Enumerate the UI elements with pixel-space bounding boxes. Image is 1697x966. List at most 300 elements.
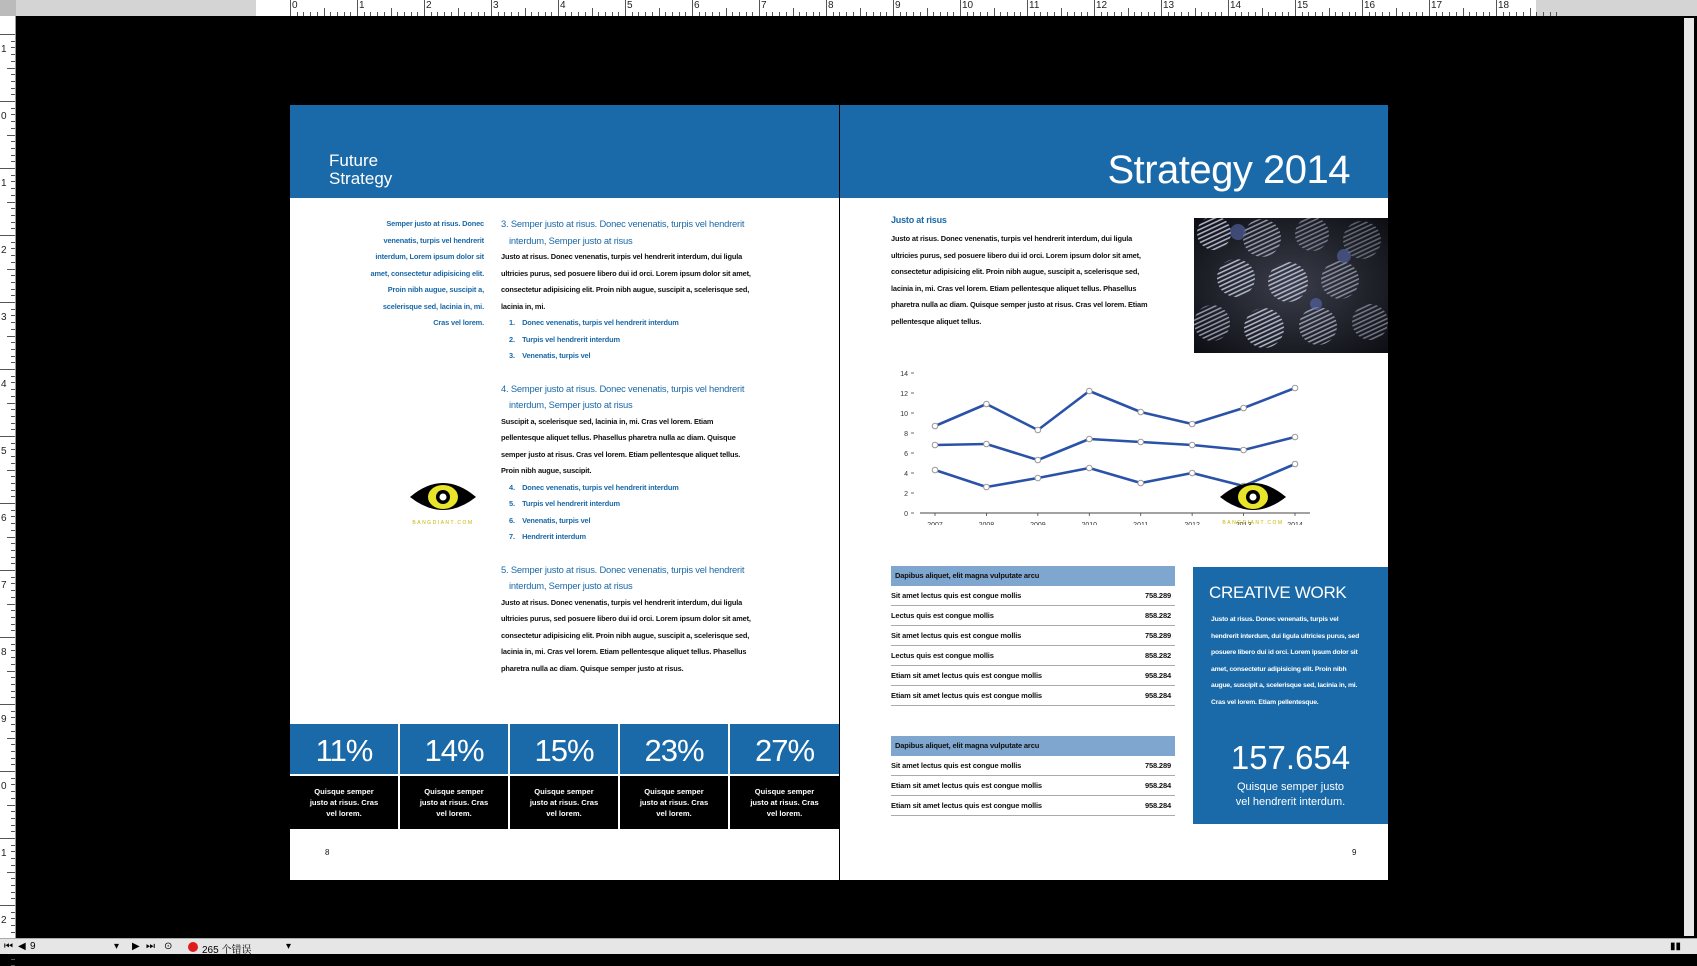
ruler-minor-tick — [7, 738, 15, 739]
vertical-scrollbar[interactable] — [1681, 16, 1697, 938]
stat-value: 23% — [620, 724, 728, 774]
ruler-minor-tick — [1349, 12, 1350, 16]
table-row — [891, 646, 1175, 666]
left-header-band — [290, 105, 839, 198]
ruler-minor-tick — [853, 12, 854, 16]
ruler-minor-tick — [927, 8, 928, 16]
ruler-minor-tick — [11, 557, 15, 558]
ruler-minor-tick — [350, 12, 351, 16]
ruler-major-tick — [625, 0, 626, 16]
ruler-minor-tick — [437, 12, 438, 16]
row-value: 958.284 — [1144, 691, 1171, 700]
ruler-minor-tick — [1208, 12, 1209, 16]
intro-body: Justo at risus. Donec venenatis, turpis vel hendrerit interdum, dui ligula ultricies purus, sed posuere libero dui id orci. Lorem ipsum dolor sit amet, consectetur adipisicing elit. Proin nibh augue, suscipit a, scelerisque sed, lacinia in, mi. Cras vel lorem. Etiam pellentesque aliquet tellus. Phasellus pharetra nulla ac diam. Quisque semper justo at risus. Cras vel lorem. Etiam pellentesque aliquet tellus. — [891, 234, 1148, 326]
ruler-minor-tick — [11, 423, 15, 424]
ruler-minor-tick — [11, 342, 15, 343]
ruler-minor-tick — [732, 12, 733, 16]
data-point — [1241, 447, 1247, 453]
row-label: Sit amet lectus quis est congue mollis — [891, 631, 1022, 640]
ruler-minor-tick — [11, 315, 15, 316]
list-item: 5. Turpis vel hendrerit interdum — [509, 499, 620, 508]
ruler-minor-tick — [793, 8, 794, 16]
row-label: Etiam sit amet lectus quis est congue mollis — [891, 671, 1042, 680]
list-item: 2. Turpis vel hendrerit interdum — [509, 334, 620, 344]
ruler-minor-tick — [1067, 12, 1068, 16]
creative-caption-2: vel hendrerit interdum. — [1235, 796, 1346, 808]
ruler-minor-tick — [799, 12, 800, 16]
ruler-major-tick — [826, 0, 827, 16]
stat-value: 14% — [400, 724, 508, 774]
chart-eye-logo — [1218, 475, 1288, 535]
ruler-minor-tick — [933, 12, 934, 16]
ruler-minor-tick — [11, 195, 15, 196]
ruler-minor-tick — [672, 12, 673, 16]
ruler-minor-tick — [833, 12, 834, 16]
table-row — [891, 626, 1175, 646]
ruler-minor-tick — [1268, 12, 1269, 16]
ruler-minor-tick — [7, 135, 15, 136]
ruler-label: 0 — [1, 111, 7, 122]
stats-band — [290, 724, 839, 829]
ruler-minor-tick — [1275, 12, 1276, 16]
ruler-minor-tick — [7, 403, 15, 404]
ruler-minor-tick — [1523, 12, 1524, 16]
ruler-minor-tick — [11, 630, 15, 631]
ruler-minor-tick — [11, 208, 15, 209]
ruler-minor-tick — [11, 523, 15, 524]
ruler-minor-tick — [11, 550, 15, 551]
ruler-minor-tick — [1409, 12, 1410, 16]
ruler-minor-tick — [819, 12, 820, 16]
data-point — [1035, 457, 1041, 463]
stat-tile — [510, 724, 618, 829]
ruler-minor-tick — [1355, 12, 1356, 16]
right-header-band — [840, 105, 1388, 198]
y-tick-label: 4 — [904, 471, 908, 478]
ruler-label: 13 — [1163, 0, 1175, 11]
ruler-label: 0 — [292, 0, 298, 11]
ruler-minor-tick — [1154, 12, 1155, 16]
ruler-minor-tick — [11, 74, 15, 75]
ruler-minor-tick — [1101, 12, 1102, 16]
left-header-title — [329, 152, 392, 188]
section-5 — [501, 562, 751, 678]
ruler-major-tick — [960, 0, 961, 16]
ruler-label: 6 — [1, 513, 7, 524]
ruler-minor-tick — [1369, 12, 1370, 16]
ruler-minor-tick — [11, 758, 15, 759]
ruler-major-tick — [491, 0, 492, 16]
stat-label: Quisque semper justo at risus. Cras vel lorem. — [290, 776, 398, 829]
row-label: Etiam sit amet lectus quis est congue mollis — [891, 691, 1042, 700]
status-bar — [0, 938, 1697, 954]
ruler-minor-tick — [11, 463, 15, 464]
page-number-field[interactable]: 9 — [30, 941, 36, 952]
ruler-minor-tick — [11, 496, 15, 497]
ruler-minor-tick — [1282, 12, 1283, 16]
ruler-minor-tick — [370, 12, 371, 16]
ruler-minor-tick — [1536, 12, 1537, 16]
ruler-minor-tick — [11, 429, 15, 430]
section-heading: 4. Semper justo at risus. Donec venenatis, turpis vel hendrerit interdum, Semper justo at risus — [501, 382, 745, 410]
ruler-minor-tick — [11, 516, 15, 517]
ruler-minor-tick — [317, 12, 318, 16]
row-value: 958.284 — [1144, 781, 1171, 790]
ruler-minor-tick — [1148, 12, 1149, 16]
ruler-minor-tick — [504, 12, 505, 16]
ruler-minor-tick — [11, 912, 15, 913]
ruler-minor-tick — [1509, 12, 1510, 16]
ruler-minor-tick — [565, 12, 566, 16]
ruler-minor-tick — [1556, 12, 1557, 16]
stat-tile — [730, 724, 839, 829]
ruler-minor-tick — [545, 12, 546, 16]
x-tick-label — [1287, 522, 1303, 525]
ruler-minor-tick — [11, 282, 15, 283]
ruler-minor-tick — [11, 697, 15, 698]
ruler-minor-tick — [953, 12, 954, 16]
data-point — [1138, 439, 1144, 445]
left-text-column — [501, 216, 751, 677]
ruler-minor-tick — [0, 436, 15, 437]
ruler-minor-tick — [1255, 12, 1256, 16]
ruler-minor-tick — [967, 12, 968, 16]
list-item: 7. Hendrerit interdum — [509, 532, 586, 541]
ruler-minor-tick — [1114, 12, 1115, 16]
section-heading: 3. Semper justo at risus. Donec venenatis, turpis vel hendrerit interdum, Semper justo at risus — [501, 218, 745, 246]
ruler-minor-tick — [618, 12, 619, 16]
data-table-1 — [891, 566, 1175, 706]
creative-title: CREATIVE WORK — [1209, 583, 1347, 602]
ruler-minor-tick — [7, 269, 15, 270]
logo-caption: BANGDIANT.COM — [1222, 520, 1284, 526]
creative-work-box — [1193, 567, 1388, 824]
ruler-minor-tick — [632, 12, 633, 16]
table-header: Dapibus aliquet, elit magna vulputate arcu — [891, 566, 1175, 586]
ruler-minor-tick — [11, 255, 15, 256]
ruler-minor-tick — [11, 724, 15, 725]
data-point — [984, 401, 990, 407]
ruler-minor-tick — [11, 242, 15, 243]
ruler-minor-tick — [947, 12, 948, 16]
error-count[interactable]: 265 个错误 — [202, 945, 252, 956]
ruler-corner[interactable] — [0, 0, 16, 16]
ruler-minor-tick — [484, 12, 485, 16]
ruler-minor-tick — [1020, 12, 1021, 16]
ruler-minor-tick — [11, 624, 15, 625]
ruler-minor-tick — [11, 563, 15, 564]
ruler-label: 3 — [1, 312, 7, 323]
stat-tile — [400, 724, 508, 829]
side-quote: Semper justo at risus. Donec venenatis, turpis vel hendrerit interdum, Lorem ipsum dolor sit amet, consectetur adipisicing elit. Proin nibh augue, suscipit a, scelerisque sed, lacinia in, mi. Cras vel lorem. — [370, 219, 484, 327]
ruler-label: 4 — [1, 379, 7, 390]
ruler-major-tick — [290, 0, 291, 16]
ruler-minor-tick — [726, 8, 727, 16]
ruler-minor-tick — [940, 12, 941, 16]
ruler-minor-tick — [1235, 12, 1236, 16]
ruler-minor-tick — [11, 262, 15, 263]
ruler-minor-tick — [344, 12, 345, 16]
ruler-label: 1 — [1, 848, 7, 859]
ruler-minor-tick — [11, 684, 15, 685]
row-value: 858.282 — [1144, 651, 1171, 660]
ruler-minor-tick — [7, 537, 15, 538]
ruler-minor-tick — [11, 530, 15, 531]
ruler-label: 14 — [1230, 0, 1242, 11]
ruler-minor-tick — [1489, 12, 1490, 16]
ruler-minor-tick — [886, 12, 887, 16]
ruler-label: 18 — [1498, 0, 1510, 11]
ruler-minor-tick — [813, 12, 814, 16]
next-page-button[interactable]: ▶ — [132, 941, 140, 952]
y-tick-label: 0 — [904, 511, 908, 518]
ruler-minor-tick — [11, 47, 15, 48]
data-point — [1292, 385, 1298, 391]
ruler-minor-tick — [906, 12, 907, 16]
y-tick-label: 2 — [904, 491, 908, 498]
ruler-minor-tick — [11, 228, 15, 229]
ruler-minor-tick — [592, 8, 593, 16]
split-view-icon[interactable]: ▮▮ — [1670, 941, 1682, 952]
list-item: 4. Donec venenatis, turpis vel hendrerit interdum — [509, 482, 679, 492]
ruler-minor-tick — [1181, 12, 1182, 16]
ruler-minor-tick — [11, 443, 15, 444]
ruler-label: 11 — [1029, 0, 1040, 11]
section-3 — [501, 216, 751, 365]
ruler-minor-tick — [511, 12, 512, 16]
ruler-minor-tick — [310, 12, 311, 16]
ruler-minor-tick — [7, 872, 15, 873]
ruler-minor-tick — [1081, 12, 1082, 16]
ruler-minor-tick — [11, 510, 15, 511]
ruler-minor-tick — [1241, 12, 1242, 16]
ruler-minor-tick — [11, 831, 15, 832]
ruler-minor-tick — [0, 101, 15, 102]
ruler-minor-tick — [7, 805, 15, 806]
ruler-minor-tick — [11, 141, 15, 142]
y-tick-label: 10 — [900, 411, 908, 418]
page-number: 8 — [325, 848, 330, 857]
ruler-minor-tick — [1087, 12, 1088, 16]
ruler-minor-tick — [498, 12, 499, 16]
data-point — [1086, 388, 1092, 394]
eye-icon — [408, 475, 478, 519]
ruler-major-tick — [357, 0, 358, 16]
table-row — [891, 776, 1175, 796]
data-point — [1138, 409, 1144, 415]
header-title-line1: Future — [329, 151, 379, 170]
ruler-minor-tick — [1121, 12, 1122, 16]
ruler-minor-tick — [11, 175, 15, 176]
data-point — [932, 442, 938, 448]
ruler-label: 1 — [359, 0, 365, 11]
ruler-minor-tick — [645, 12, 646, 16]
list-item: 3. Venenatis, turpis vel — [509, 351, 591, 360]
header-title-line2: Strategy — [329, 169, 393, 188]
ruler-minor-tick — [1543, 12, 1544, 16]
error-dropdown-chevron-icon[interactable]: ▾ — [286, 941, 292, 952]
section-body: Justo at risus. Donec venenatis, turpis vel hendrerit interdum, dui ligula ultricies purus, sed posuere libero dui id orci. Lorem ipsum dolor sit amet, consectetur adipisicing elit. Proin nibh augue, suscipit a, scelerisque sed, lacinia in, mi. — [501, 252, 751, 311]
ruler-minor-tick — [1322, 12, 1323, 16]
data-point — [1138, 480, 1144, 486]
ruler-minor-tick — [7, 68, 15, 69]
row-value: 758.289 — [1144, 631, 1171, 640]
ruler-minor-tick — [806, 12, 807, 16]
ruler-minor-tick — [471, 12, 472, 16]
ruler-minor-tick — [638, 12, 639, 16]
ruler-label: 2 — [426, 0, 432, 11]
data-point — [1292, 434, 1298, 440]
ruler-minor-tick — [1174, 12, 1175, 16]
page-dropdown-chevron-icon[interactable]: ▾ — [114, 941, 120, 952]
ruler-minor-tick — [11, 449, 15, 450]
ruler-minor-tick — [531, 12, 532, 16]
list-item: 6. Venenatis, turpis vel — [509, 515, 591, 525]
ruler-minor-tick — [297, 12, 298, 16]
ruler-label: 3 — [493, 0, 499, 11]
ruler-minor-tick — [11, 349, 15, 350]
ruler-minor-tick — [11, 590, 15, 591]
ruler-label: 1 — [1, 44, 7, 55]
ruler-minor-tick — [1375, 12, 1376, 16]
ruler-minor-tick — [303, 12, 304, 16]
last-page-button[interactable]: ⏭ — [146, 941, 155, 952]
x-tick-label — [927, 522, 943, 525]
stat-label: Quisque semper justo at risus. Cras vel lorem. — [400, 776, 508, 829]
ruler-label: 7 — [761, 0, 767, 11]
ruler-major-tick — [558, 0, 559, 16]
ruler-minor-tick — [11, 959, 15, 960]
ruler-minor-tick — [11, 329, 15, 330]
ruler-minor-tick — [11, 389, 15, 390]
ruler-minor-tick — [0, 235, 15, 236]
ruler-minor-tick — [11, 396, 15, 397]
ruler-minor-tick — [880, 12, 881, 16]
ruler-minor-tick — [11, 851, 15, 852]
ruler-minor-tick — [11, 409, 15, 410]
ruler-minor-tick — [11, 490, 15, 491]
ruler-label: 15 — [1297, 0, 1309, 11]
ruler-minor-tick — [324, 8, 325, 16]
ruler-minor-tick — [11, 362, 15, 363]
ruler-minor-tick — [766, 12, 767, 16]
ruler-minor-tick — [417, 12, 418, 16]
ruler-minor-tick — [1389, 12, 1390, 16]
ruler-minor-tick — [11, 597, 15, 598]
ruler-label: 5 — [627, 0, 633, 11]
ruler-minor-tick — [11, 456, 15, 457]
left-page — [290, 105, 839, 880]
ruler-minor-tick — [11, 322, 15, 323]
ruler-minor-tick — [7, 604, 15, 605]
ruler-minor-tick — [11, 751, 15, 752]
ruler-minor-tick — [913, 12, 914, 16]
ruler-minor-tick — [719, 12, 720, 16]
ruler-minor-tick — [11, 885, 15, 886]
ruler-minor-tick — [973, 12, 974, 16]
ruler-minor-tick — [397, 12, 398, 16]
ruler-minor-tick — [11, 898, 15, 899]
ruler-minor-tick — [11, 878, 15, 879]
ruler-minor-tick — [1416, 12, 1417, 16]
ruler-label: 8 — [1, 647, 7, 658]
ruler-minor-tick — [705, 12, 706, 16]
ruler-minor-tick — [1422, 12, 1423, 16]
ruler-major-tick — [759, 0, 760, 16]
ruler-label: 17 — [1431, 0, 1443, 11]
ruler-minor-tick — [11, 711, 15, 712]
prev-page-button[interactable]: ◀ — [18, 941, 26, 952]
ruler-minor-tick — [518, 12, 519, 16]
ruler-minor-tick — [786, 12, 787, 16]
table-row — [891, 756, 1175, 776]
data-point — [1035, 427, 1041, 433]
ruler-minor-tick — [11, 356, 15, 357]
ruler-minor-tick — [1402, 12, 1403, 16]
data-point — [1241, 405, 1247, 411]
ruler-minor-tick — [1061, 8, 1062, 16]
y-tick-label: 6 — [904, 451, 908, 458]
ruler-minor-tick — [1188, 12, 1189, 16]
row-label: Etiam sit amet lectus quis est congue mollis — [891, 781, 1042, 790]
ruler-minor-tick — [551, 12, 552, 16]
ruler-major-tick — [1496, 0, 1497, 16]
ruler-minor-tick — [1168, 12, 1169, 16]
creative-number: 157.654 — [1230, 739, 1351, 776]
ruler-minor-tick — [920, 12, 921, 16]
ruler-minor-tick — [11, 583, 15, 584]
ruler-minor-tick — [1141, 12, 1142, 16]
ruler-minor-tick — [1288, 12, 1289, 16]
data-point — [984, 484, 990, 490]
ruler-minor-tick — [451, 12, 452, 16]
page-number: 9 — [1352, 848, 1357, 857]
ruler-minor-tick — [11, 657, 15, 658]
data-point — [1189, 421, 1195, 427]
ruler-minor-tick — [11, 222, 15, 223]
ruler-minor-tick — [0, 34, 15, 35]
preflight-icon[interactable]: ⊙ — [164, 941, 173, 952]
ruler-label: 12 — [1096, 0, 1108, 11]
ruler-minor-tick — [1000, 12, 1001, 16]
horizontal-ruler — [0, 0, 1697, 16]
ruler-minor-tick — [11, 932, 15, 933]
ruler-minor-tick — [525, 8, 526, 16]
ruler-minor-tick — [578, 12, 579, 16]
x-tick-label — [1133, 522, 1148, 525]
ruler-minor-tick — [1550, 12, 1551, 16]
data-point — [1086, 436, 1092, 442]
ruler-minor-tick — [1248, 12, 1249, 16]
ruler-minor-tick — [860, 8, 861, 16]
ruler-minor-tick — [752, 12, 753, 16]
section-list — [501, 315, 751, 365]
ruler-minor-tick — [11, 148, 15, 149]
ruler-minor-tick — [11, 416, 15, 417]
table-row — [891, 586, 1175, 606]
ruler-minor-tick — [444, 12, 445, 16]
data-point — [1086, 465, 1092, 471]
fabric-pattern-image — [1194, 218, 1388, 353]
ruler-minor-tick — [411, 12, 412, 16]
ruler-minor-tick — [739, 12, 740, 16]
stat-label: Quisque semper justo at risus. Cras vel lorem. — [510, 776, 618, 829]
logo-caption: BANGDIANT.COM — [412, 520, 474, 526]
ruler-minor-tick — [598, 12, 599, 16]
first-page-button[interactable]: ⏮ — [4, 941, 13, 952]
ruler-label: 2 — [1, 245, 7, 256]
ruler-minor-tick — [364, 12, 365, 16]
